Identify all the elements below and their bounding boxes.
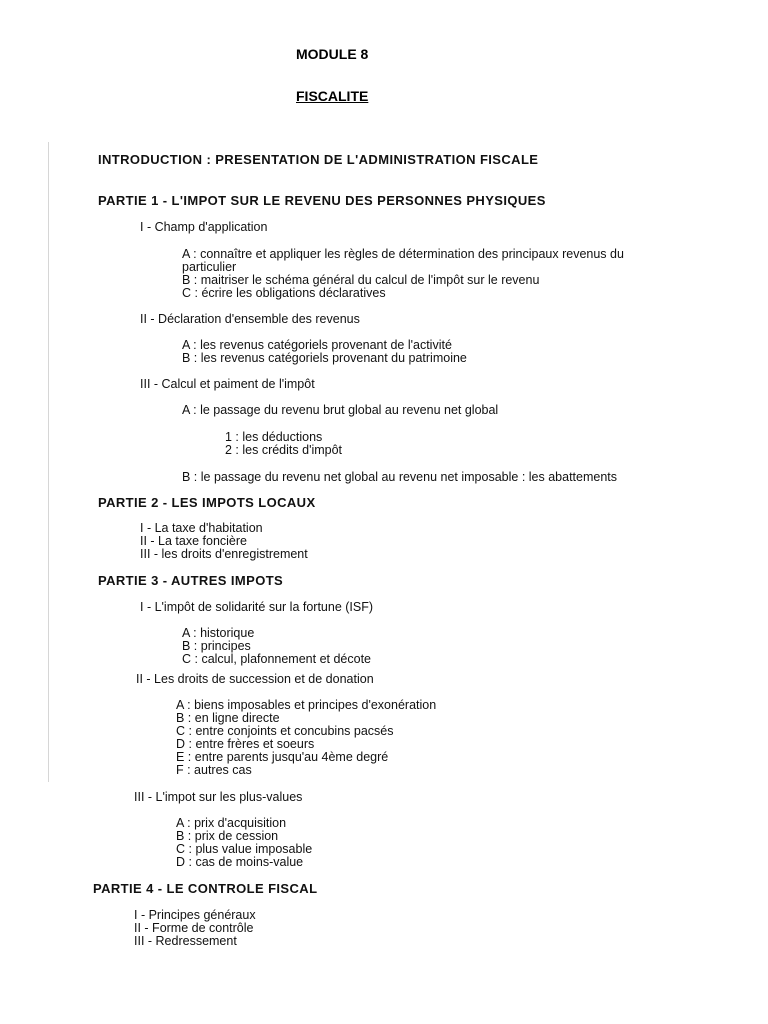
partie2-item1: I - La taxe d'habitation (140, 521, 263, 535)
intro-heading: INTRODUCTION : PRESENTATION DE L'ADMINISTRATION FISCALE (98, 152, 539, 167)
partie1-s1-item-a-cont: particulier (182, 260, 237, 274)
partie3-s2-item-b: B : en ligne directe (176, 711, 280, 725)
partie3-s2-item-d: D : entre frères et soeurs (176, 737, 315, 751)
partie3-section1: I - L'impôt de solidarité sur la fortune (ISF) (140, 600, 374, 614)
partie3-s3-item-c: C : plus value imposable (176, 842, 313, 856)
partie4-item2: II - Forme de contrôle (134, 921, 254, 935)
partie1-s3-sub2: 2 : les crédits d'impôt (225, 443, 343, 457)
partie1-heading: PARTIE 1 - L'IMPOT SUR LE REVENU DES PERSONNES PHYSIQUES (98, 193, 546, 208)
partie4-item1: I - Principes généraux (134, 908, 256, 922)
partie3-s3-item-b: B : prix de cession (176, 829, 279, 843)
partie2-heading: PARTIE 2 - LES IMPOTS LOCAUX (98, 495, 316, 510)
partie3-s2-item-a: A : biens imposables et principes d'exonération (176, 698, 437, 712)
partie3-section3: III - L'impot sur les plus-values (134, 790, 303, 804)
partie1-s2-item-b: B : les revenus catégoriels provenant du patrimoine (182, 351, 467, 365)
scan-margin-line (48, 142, 49, 782)
module-number: MODULE 8 (296, 46, 369, 62)
partie3-section2: II - Les droits de succession et de donation (136, 672, 374, 686)
partie3-heading: PARTIE 3 - AUTRES IMPOTS (98, 573, 284, 588)
partie4-item3: III - Redressement (134, 934, 237, 948)
partie3-s1-item-c: C : calcul, plafonnement et décote (182, 652, 372, 666)
partie1-s2-item-a: A : les revenus catégoriels provenant de l'activité (182, 338, 452, 352)
partie3-s2-item-e: E : entre parents jusqu'au 4ème degré (176, 750, 389, 764)
document-title: FISCALITE (296, 88, 369, 104)
partie2-item2: II - La taxe foncière (140, 534, 248, 548)
partie1-s3-item-b: B : le passage du revenu net global au revenu net imposable : les abattements (182, 470, 618, 484)
partie1-section2: II - Déclaration d'ensemble des revenus (140, 312, 360, 326)
partie2-item3: III - les droits d'enregistrement (140, 547, 308, 561)
partie4-heading: PARTIE 4 - LE CONTROLE FISCAL (93, 881, 318, 896)
partie1-s1-item-b: B : maitriser le schéma général du calcul de l'impôt sur le revenu (182, 273, 540, 287)
partie1-s1-item-c: C : écrire les obligations déclaratives (182, 286, 386, 300)
partie3-s3-item-a: A : prix d'acquisition (176, 816, 287, 830)
partie1-s3-item-a: A : le passage du revenu brut global au revenu net global (182, 403, 499, 417)
partie1-s3-sub1: 1 : les déductions (225, 430, 323, 444)
partie3-s2-item-c: C : entre conjoints et concubins pacsés (176, 724, 394, 738)
partie1-s1-item-a: A : connaître et appliquer les règles de détermination des principaux revenus du (182, 247, 624, 261)
partie3-s3-item-d: D : cas de moins-value (176, 855, 304, 869)
partie1-section1: I - Champ d'application (140, 220, 268, 234)
partie1-section3: III - Calcul et paiment de l'impôt (140, 377, 315, 391)
partie3-s1-item-a: A : historique (182, 626, 255, 640)
partie3-s2-item-f: F : autres cas (176, 763, 252, 777)
partie3-s1-item-b: B : principes (182, 639, 251, 653)
